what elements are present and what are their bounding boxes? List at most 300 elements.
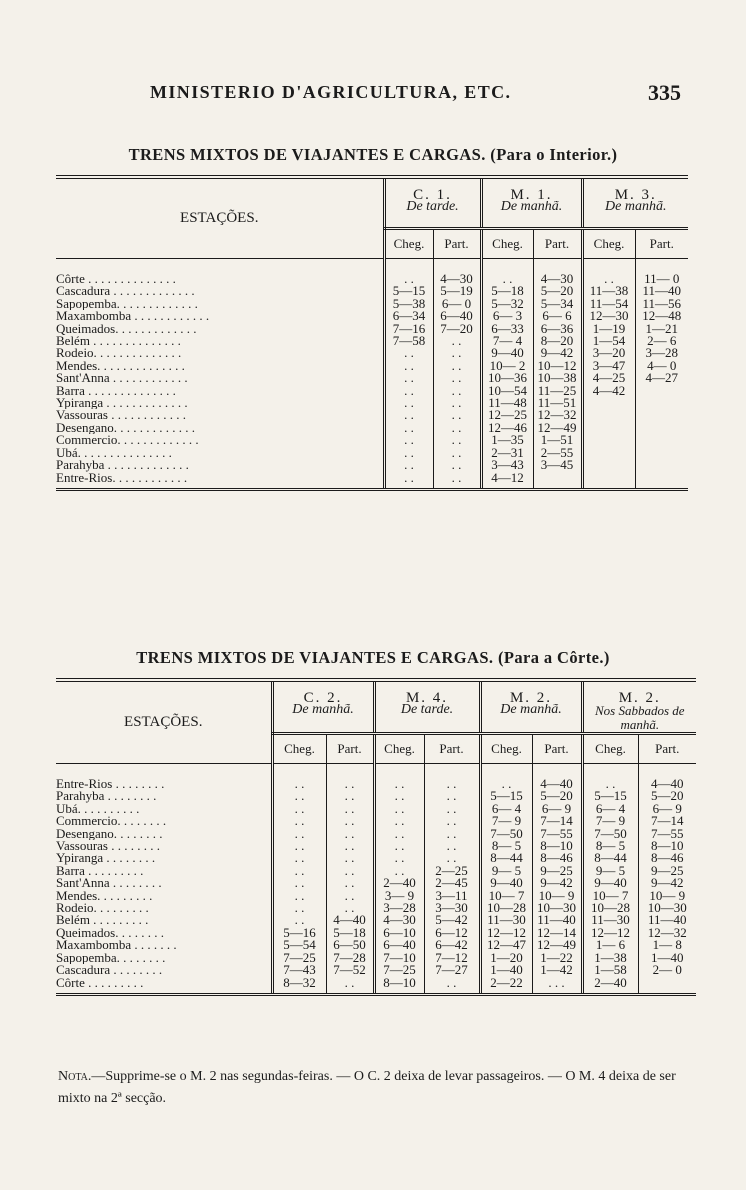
departure-time: 10—30 <box>532 902 582 914</box>
arrival-time: 11—54 <box>582 298 635 310</box>
station-name: Rodeio. . . . . . . . . <box>56 902 149 915</box>
departure-time: 6— 9 <box>532 803 582 815</box>
arrival-time: 2—31 <box>481 447 533 459</box>
departure-time: 11—40 <box>532 914 582 926</box>
station-row <box>56 914 696 926</box>
arrival-time: 5—15 <box>384 285 433 297</box>
arrival-time: . . <box>374 778 424 790</box>
departure-time: 9—25 <box>638 865 696 877</box>
station-name: Commercio. . . . . . . . . . . . . <box>56 434 199 447</box>
arrival-time: 7—25 <box>374 964 424 976</box>
station-row <box>56 778 696 790</box>
departure-time: . . <box>424 828 480 840</box>
departure-time: 7—20 <box>433 323 481 335</box>
departure-time: 10—30 <box>638 902 696 914</box>
arrival-time: 5—18 <box>481 285 533 297</box>
departure-time: 5—34 <box>533 298 582 310</box>
departure-time: 7—55 <box>532 828 582 840</box>
footnote-label: Nota. <box>58 1069 92 1084</box>
arrival-time: . . <box>582 778 638 790</box>
arrival-time <box>582 472 635 484</box>
arrival-time: 12—12 <box>480 927 532 939</box>
station-name: Vassouras . . . . . . . . <box>56 840 160 853</box>
departure-time: 3—11 <box>424 890 480 902</box>
departure-time: 7—14 <box>532 815 582 827</box>
arrival-time: . . <box>272 828 326 840</box>
departure-time: . . <box>424 815 480 827</box>
arrival-time: . . <box>384 385 433 397</box>
station-name: Commercio. . . . . . . . <box>56 815 167 828</box>
departure-time <box>533 472 582 484</box>
arrival-header: Cheg. <box>374 734 424 764</box>
station-name: Ubá. . . . . . . . . . <box>56 802 140 816</box>
arrival-time <box>582 434 635 446</box>
arrival-time: 7—10 <box>374 952 424 964</box>
train-time: De manhã. <box>481 201 582 229</box>
arrival-time <box>582 422 635 434</box>
station-row <box>56 434 688 446</box>
arrival-header: Cheg. <box>384 229 433 259</box>
departure-time: . . <box>433 372 481 384</box>
arrival-time: . . <box>272 852 326 864</box>
departure-time: 1—42 <box>532 964 582 976</box>
station-row <box>56 890 696 902</box>
arrival-time: 11—30 <box>582 914 638 926</box>
departure-time: 6— 6 <box>533 310 582 322</box>
arrival-time: 7—25 <box>272 952 326 964</box>
arrival-time: 6— 4 <box>582 803 638 815</box>
arrival-time: . . <box>272 778 326 790</box>
arrival-time: 6— 3 <box>481 310 533 322</box>
departure-time: 2—25 <box>424 865 480 877</box>
arrival-time: 5—15 <box>582 790 638 802</box>
departure-time: . . <box>326 977 374 989</box>
arrival-time: . . <box>384 347 433 359</box>
arrival-time: 1— 6 <box>582 939 638 951</box>
arrival-time: 10—36 <box>481 372 533 384</box>
arrival-time: 3—47 <box>582 360 635 372</box>
departure-time: 9—42 <box>533 347 582 359</box>
departure-time: 1—21 <box>635 323 688 335</box>
departure-time <box>635 385 688 397</box>
arrival-time: 5—32 <box>481 298 533 310</box>
station-name: Rodeio. . . . . . . . . . . . . . <box>56 347 182 360</box>
departure-time: 12—49 <box>532 939 582 951</box>
arrival-time: . . <box>272 865 326 877</box>
departure-time: 3—28 <box>635 347 688 359</box>
station-row <box>56 285 688 297</box>
station-row <box>56 310 688 322</box>
station-name: Sant'Anna . . . . . . . . <box>56 877 162 890</box>
station-name: Belém . . . . . . . . . . . . . . <box>56 335 181 348</box>
station-row <box>56 385 688 397</box>
station-name: Parahyba . . . . . . . . <box>56 790 157 803</box>
arrival-time: 4—25 <box>582 372 635 384</box>
station-name: Parahyba . . . . . . . . . . . . . <box>56 459 189 472</box>
departure-time: 11—51 <box>533 397 582 409</box>
arrival-time: 3—43 <box>481 459 533 471</box>
departure-time: 9—25 <box>532 865 582 877</box>
departure-time: 11—25 <box>533 385 582 397</box>
station-name: Ubá. . . . . . . . . . . . . . . <box>56 446 172 460</box>
arrival-time: . . <box>272 877 326 889</box>
departure-time: 12—14 <box>532 927 582 939</box>
departure-time: . . <box>433 434 481 446</box>
departure-time: 10—12 <box>533 360 582 372</box>
departure-time: 2— 6 <box>635 335 688 347</box>
train-code: M. 4. <box>374 680 480 704</box>
table-title-corte: TRENS MIXTOS DE VIAJANTES E CARGAS. (Para a Côrte.) <box>136 648 610 667</box>
station-row <box>56 927 696 939</box>
arrival-time: . . <box>582 273 635 285</box>
timetable-corte <box>56 678 696 996</box>
train-code: M. 2. <box>582 680 696 704</box>
arrival-time: 12—30 <box>582 310 635 322</box>
station-row <box>56 397 688 409</box>
station-row <box>56 877 696 889</box>
station-name: Maxambomba . . . . . . . . . . . . <box>56 310 210 323</box>
departure-time: 1—51 <box>533 434 582 446</box>
arrival-time: . . <box>272 790 326 802</box>
departure-time: 4—30 <box>433 273 481 285</box>
arrival-time: 9— 5 <box>582 865 638 877</box>
arrival-time: 7—58 <box>384 335 433 347</box>
departure-time: 1—40 <box>638 952 696 964</box>
departure-time: 3—30 <box>424 902 480 914</box>
arrival-time: 5—16 <box>272 927 326 939</box>
arrival-time: 7—43 <box>272 964 326 976</box>
train-time: De tarde. <box>374 704 480 734</box>
station-name: Côrte . . . . . . . . . <box>56 976 144 989</box>
arrival-time: . . <box>374 815 424 827</box>
station-name: Sapopemba. . . . . . . . . . . . . <box>56 297 198 311</box>
departure-time: . . <box>433 472 481 484</box>
arrival-header: Cheg. <box>582 229 635 259</box>
departure-time: 5—18 <box>326 927 374 939</box>
arrival-time: 7—50 <box>582 828 638 840</box>
arrival-time: 1—19 <box>582 323 635 335</box>
train-code: C. 2. <box>272 680 374 704</box>
arrival-time: 10—54 <box>481 385 533 397</box>
arrival-time: . . <box>384 434 433 446</box>
departure-time: . . <box>326 877 374 889</box>
departure-time <box>635 472 688 484</box>
departure-time: 4— 0 <box>635 360 688 372</box>
arrival-time: . . <box>374 803 424 815</box>
station-name: Cascadura . . . . . . . . . . . . . <box>56 285 195 298</box>
station-name: Barra . . . . . . . . . . . . . . <box>56 384 176 398</box>
arrival-time: 12—46 <box>481 422 533 434</box>
train-code: M. 1. <box>481 177 582 201</box>
departure-header: Part. <box>532 734 582 764</box>
station-name: Desengano. . . . . . . . <box>56 827 163 841</box>
departure-header: Part. <box>433 229 481 259</box>
arrival-time: . . <box>384 273 433 285</box>
footnote-text: —Supprime-se o M. 2 nas segundas-feiras. — O C. 2 deixa de levar passageiros. — O M. 4 deixa de ser mixto na 2ª secção. <box>58 1069 676 1106</box>
arrival-time: 1—35 <box>481 434 533 446</box>
page-header <box>0 78 746 108</box>
departure-header: Part. <box>326 734 374 764</box>
arrival-time: 7—50 <box>480 828 532 840</box>
departure-time: 12—32 <box>533 409 582 421</box>
station-name: Mendes. . . . . . . . . <box>56 889 153 903</box>
departure-time: 2—55 <box>533 447 582 459</box>
departure-time: 11—56 <box>635 298 688 310</box>
station-row <box>56 828 696 840</box>
departure-time: 10— 9 <box>532 890 582 902</box>
arrival-time: 7— 9 <box>582 815 638 827</box>
departure-time: 1— 8 <box>638 939 696 951</box>
arrival-time: 7— 9 <box>480 815 532 827</box>
arrival-time: . . <box>384 472 433 484</box>
departure-time <box>635 422 688 434</box>
station-name: Sapopemba. . . . . . . . <box>56 951 166 965</box>
departure-time: 11— 0 <box>635 273 688 285</box>
arrival-time: . . <box>374 840 424 852</box>
page-number: 335 <box>648 80 681 105</box>
departure-time: . . <box>433 447 481 459</box>
train-code: M. 2. <box>480 680 582 704</box>
station-name: Mendes. . . . . . . . . . . . . . <box>56 359 185 373</box>
departure-time <box>638 977 696 989</box>
arrival-time: . . <box>272 890 326 902</box>
arrival-time: . . <box>384 372 433 384</box>
departure-time: 12—48 <box>635 310 688 322</box>
departure-time: 6— 0 <box>433 298 481 310</box>
departure-time: . . <box>433 335 481 347</box>
departure-time: 5—19 <box>433 285 481 297</box>
station-name: Barra . . . . . . . . . <box>56 864 144 878</box>
station-name: Côrte . . . . . . . . . . . . . . <box>56 273 176 286</box>
station-name: Queimados. . . . . . . . . . . . . <box>56 322 197 336</box>
arrival-time: 8—44 <box>582 852 638 864</box>
arrival-time: 4—30 <box>374 914 424 926</box>
departure-time: 9—42 <box>638 877 696 889</box>
stations-header: ESTAÇÕES. <box>180 210 259 227</box>
departure-time: . . <box>326 828 374 840</box>
departure-time: . . <box>326 865 374 877</box>
departure-header: Part. <box>533 229 582 259</box>
station-row <box>56 902 696 914</box>
train-code: C. 1. <box>384 177 481 201</box>
arrival-time: 1—58 <box>582 964 638 976</box>
arrival-header: Cheg. <box>272 734 326 764</box>
departure-time: 7—12 <box>424 952 480 964</box>
station-name: Maxambomba . . . . . . . <box>56 939 177 952</box>
departure-time: . . <box>326 815 374 827</box>
arrival-time: 3—28 <box>374 902 424 914</box>
station-name: Desengano. . . . . . . . . . . . . <box>56 421 196 435</box>
arrival-time: 11—48 <box>481 397 533 409</box>
arrival-time: . . <box>374 790 424 802</box>
arrival-time <box>582 409 635 421</box>
departure-time: 7—28 <box>326 952 374 964</box>
departure-time: . . <box>424 977 480 989</box>
departure-time: 1—22 <box>532 952 582 964</box>
timetable-corte-body <box>56 778 696 989</box>
arrival-time: 10— 2 <box>481 360 533 372</box>
departure-time: 10— 9 <box>638 890 696 902</box>
arrival-time: 6—40 <box>374 939 424 951</box>
station-row <box>56 459 688 471</box>
arrival-time: 10— 7 <box>480 890 532 902</box>
departure-time: . . <box>326 852 374 864</box>
arrival-time: 6—33 <box>481 323 533 335</box>
departure-time: 4—40 <box>532 778 582 790</box>
station-row <box>56 964 696 976</box>
train-time: De manhã. <box>582 201 688 229</box>
departure-time: 2—45 <box>424 877 480 889</box>
departure-time: 6—12 <box>424 927 480 939</box>
departure-time: 9—42 <box>532 877 582 889</box>
arrival-time: 4—12 <box>481 472 533 484</box>
departure-time: . . <box>326 803 374 815</box>
arrival-time: 2—40 <box>582 977 638 989</box>
arrival-time: . . <box>272 902 326 914</box>
arrival-time: 3— 9 <box>374 890 424 902</box>
train-time: De tarde. <box>384 201 481 229</box>
departure-time: . . <box>424 852 480 864</box>
departure-time: 4—30 <box>533 273 582 285</box>
arrival-time: 11—30 <box>480 914 532 926</box>
arrival-time: 7— 4 <box>481 335 533 347</box>
departure-time: 7—55 <box>638 828 696 840</box>
departure-time: 7—27 <box>424 964 480 976</box>
departure-time: . . <box>433 385 481 397</box>
arrival-time: 5—54 <box>272 939 326 951</box>
arrival-time: 4—42 <box>582 385 635 397</box>
arrival-time: 8—44 <box>480 852 532 864</box>
departure-time: 3—45 <box>533 459 582 471</box>
departure-time <box>635 397 688 409</box>
station-row <box>56 865 696 877</box>
train-code: M. 3. <box>582 177 688 201</box>
arrival-time: . . <box>384 360 433 372</box>
departure-time: 7—14 <box>638 815 696 827</box>
arrival-time: . . <box>480 778 532 790</box>
running-head: MINISTERIO D'AGRICULTURA, ETC. <box>150 82 512 102</box>
departure-time: . . <box>326 890 374 902</box>
footnote <box>58 1066 698 1110</box>
departure-header: Part. <box>424 734 480 764</box>
timetable-interior-body <box>56 273 688 484</box>
station-name: Sant'Anna . . . . . . . . . . . . <box>56 372 188 385</box>
departure-time: 4—40 <box>326 914 374 926</box>
departure-time: . . <box>433 347 481 359</box>
arrival-time: . . <box>272 803 326 815</box>
departure-time: . . <box>326 790 374 802</box>
departure-time <box>635 447 688 459</box>
departure-time: 5—20 <box>532 790 582 802</box>
departure-time: 6—42 <box>424 939 480 951</box>
arrival-time: 1—54 <box>582 335 635 347</box>
train-time: Nos Sabbados de manhã. <box>582 704 696 734</box>
train-time: De manhã. <box>480 704 582 734</box>
arrival-time: 5—38 <box>384 298 433 310</box>
station-row <box>56 335 688 347</box>
departure-time: . . <box>326 902 374 914</box>
departure-time: 12—32 <box>638 927 696 939</box>
departure-time: 8—10 <box>532 840 582 852</box>
departure-time: 11—40 <box>638 914 696 926</box>
arrival-time: 9— 5 <box>480 865 532 877</box>
station-row <box>56 298 688 310</box>
station-row <box>56 852 696 864</box>
station-row <box>56 447 688 459</box>
arrival-time: 9—40 <box>582 877 638 889</box>
departure-time: 7—52 <box>326 964 374 976</box>
departure-time: 12—49 <box>533 422 582 434</box>
departure-time <box>635 459 688 471</box>
departure-time: . . <box>433 422 481 434</box>
arrival-time <box>582 397 635 409</box>
arrival-time: 12—25 <box>481 409 533 421</box>
station-name: Ypiranga . . . . . . . . <box>56 852 156 865</box>
arrival-time: 3—20 <box>582 347 635 359</box>
departure-time: 6—50 <box>326 939 374 951</box>
departure-time: 4—27 <box>635 372 688 384</box>
departure-time: 8—46 <box>638 852 696 864</box>
departure-time: 4—40 <box>638 778 696 790</box>
departure-time: 6— 9 <box>638 803 696 815</box>
station-row <box>56 273 688 285</box>
arrival-time: 6—34 <box>384 310 433 322</box>
arrival-header: Cheg. <box>481 229 533 259</box>
departure-time: 5—20 <box>533 285 582 297</box>
departure-time <box>635 409 688 421</box>
station-row <box>56 939 696 951</box>
arrival-time: . . <box>384 422 433 434</box>
station-name: Belém . . . . . . . . . <box>56 914 149 927</box>
station-name: Cascadura . . . . . . . . <box>56 964 163 977</box>
departure-time: 6—36 <box>533 323 582 335</box>
table-title-interior: TRENS MIXTOS DE VIAJANTES E CARGAS. (Para o Interior.) <box>128 145 618 164</box>
arrival-time: 12—12 <box>582 927 638 939</box>
station-row <box>56 840 696 852</box>
station-row <box>56 372 688 384</box>
arrival-time: 10—28 <box>582 902 638 914</box>
station-name: Queimados. . . . . . . . <box>56 926 164 940</box>
departure-time: 6—40 <box>433 310 481 322</box>
departure-header: Part. <box>635 229 688 259</box>
departure-time: . . <box>433 459 481 471</box>
arrival-time: 11—38 <box>582 285 635 297</box>
arrival-time: . . <box>272 815 326 827</box>
arrival-time: 8—10 <box>374 977 424 989</box>
arrival-time: . . <box>374 852 424 864</box>
timetable-interior <box>56 175 688 491</box>
stations-header: ESTAÇÕES. <box>124 714 203 731</box>
station-row <box>56 347 688 359</box>
departure-time: . . <box>326 840 374 852</box>
station-name: Vassouras . . . . . . . . . . . . <box>56 409 186 422</box>
departure-time: 2— 0 <box>638 964 696 976</box>
arrival-time: 6— 4 <box>480 803 532 815</box>
station-name: Entre-Rios . . . . . . . . <box>56 778 165 791</box>
arrival-time: . . <box>272 840 326 852</box>
departure-time: . . <box>433 409 481 421</box>
station-row <box>56 790 696 802</box>
departure-time: 8—10 <box>638 840 696 852</box>
departure-time: 5—42 <box>424 914 480 926</box>
arrival-time: . . <box>374 828 424 840</box>
arrival-time: . . <box>384 459 433 471</box>
arrival-time: 1—38 <box>582 952 638 964</box>
arrival-time: 10— 7 <box>582 890 638 902</box>
arrival-time: 8—32 <box>272 977 326 989</box>
departure-time: . . <box>424 790 480 802</box>
arrival-time: . . <box>272 914 326 926</box>
